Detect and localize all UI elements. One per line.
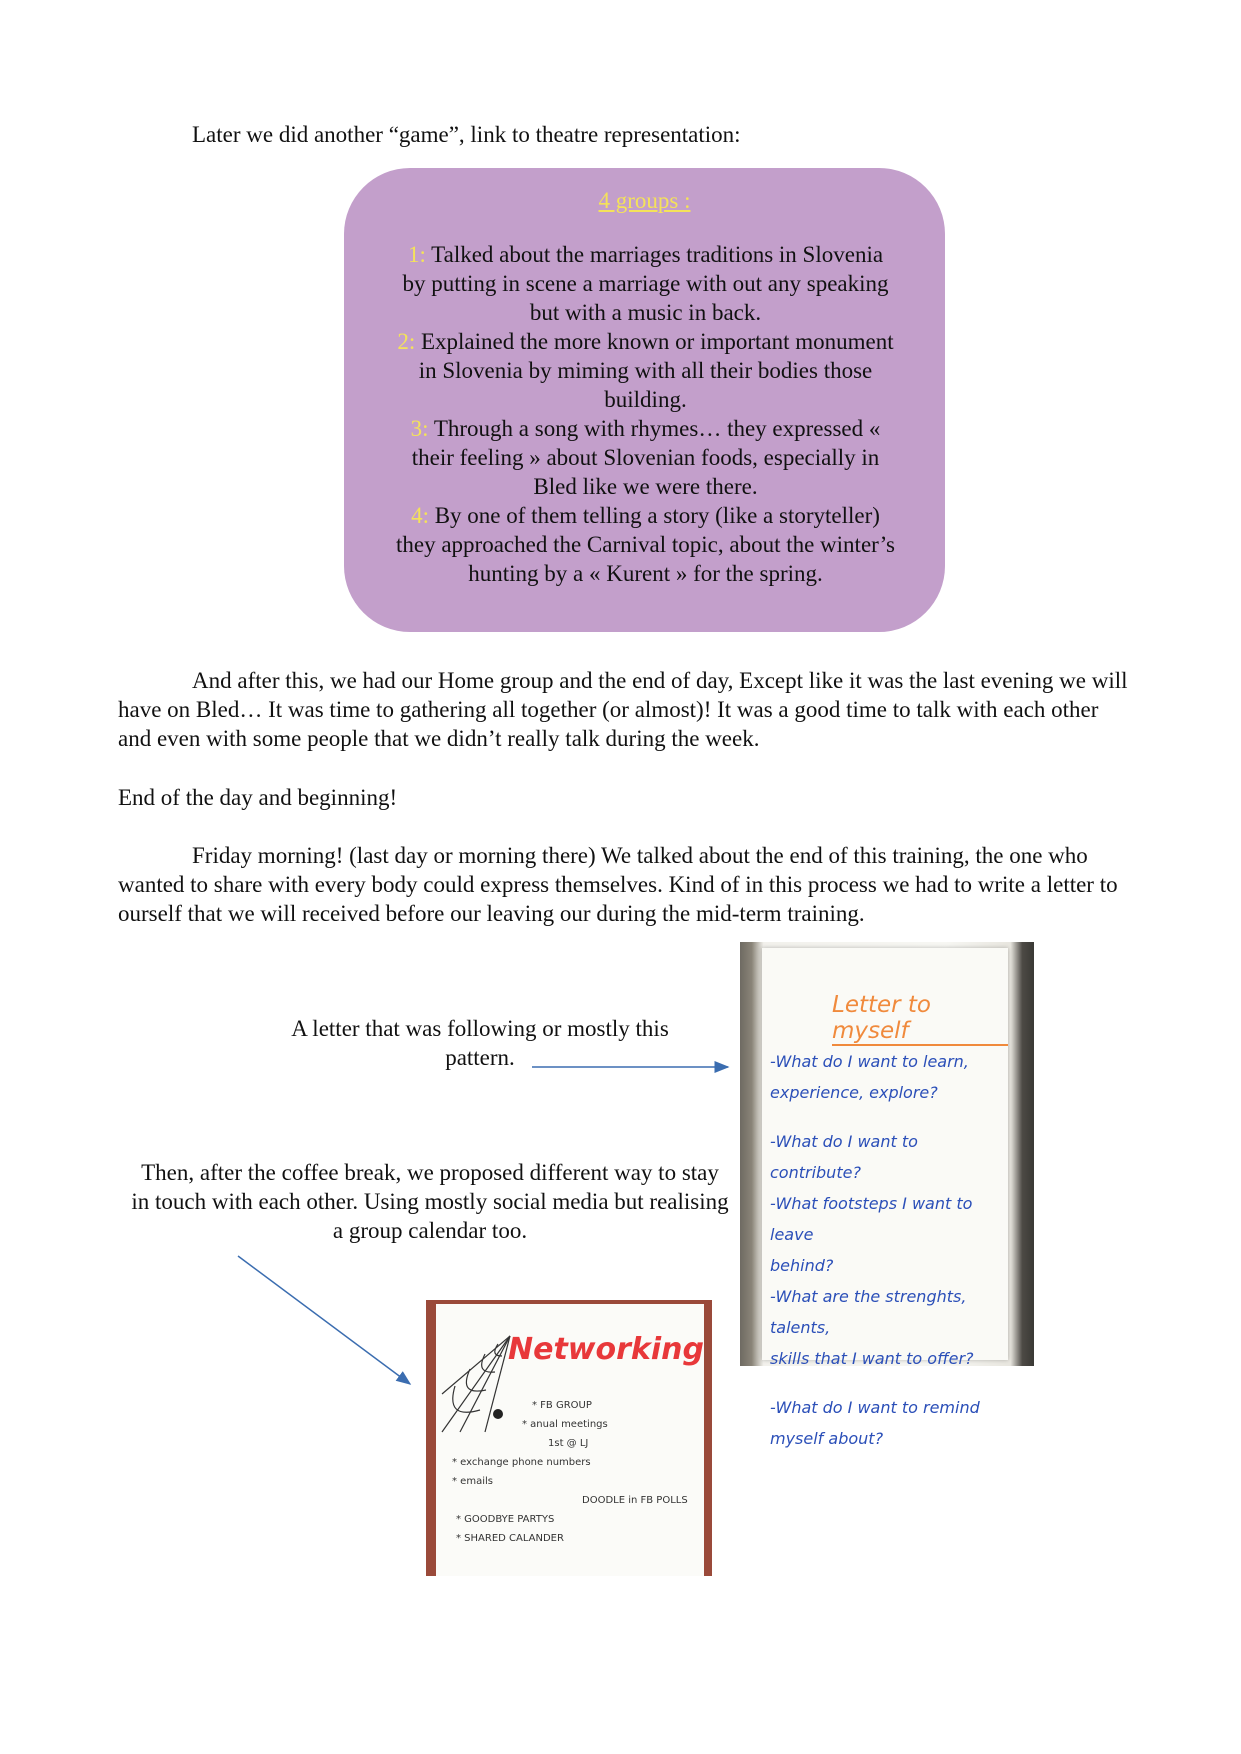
letter-poster-lines [770, 1046, 1008, 1454]
group-item-4: 4: By one of them telling a story (like a storyteller) they approached the Carnival topic, about the winter’s hunting by a « Kurent » for the spring. [395, 503, 896, 586]
poster-line: behind? [770, 1256, 834, 1275]
networking-caption: Then, after the coffee break, we proposed different way to stay in touch with each other. Using mostly social media but realising a group calendar too. [131, 1160, 729, 1243]
poster-item: * emails [452, 1476, 493, 1487]
paragraph-friday: Friday morning! (last day or morning there) We talked about the end of this training, the one who wanted to share with every body could express themselves. Kind of in this process we had to write a letter to ourself that we will received before our leaving our during the mid-term training. [118, 843, 1118, 926]
groups-list [394, 240, 897, 588]
networking-poster-photo [426, 1300, 712, 1576]
groups-box-title: 4 groups : [598, 188, 691, 213]
poster-item: * anual meetings [522, 1419, 608, 1430]
poster-line: experience, explore? [770, 1083, 938, 1102]
arrow-to-networking-poster [238, 1256, 410, 1384]
letter-caption: A letter that was following or mostly this pattern. [291, 1016, 669, 1070]
groups-box [344, 168, 945, 632]
poster-line: -What do I want to contribute? [770, 1132, 918, 1182]
poster-paper [762, 948, 1008, 1448]
poster-paper [436, 1304, 704, 1576]
poster-line: myself about? [770, 1429, 884, 1448]
group-item-3: 3: Through a song with rhymes… they expressed « their feeling » about Slovenian foods, especially in Bled like we were there. [410, 416, 881, 499]
group-item-1: 1: Talked about the marriages traditions in Slovenia by putting in scene a marriage with out any speaking but with a music in back. [402, 242, 889, 325]
letter-poster-title: Letter to myself [832, 992, 1008, 1046]
poster-item: 1st @ LJ [548, 1438, 589, 1449]
poster-item: * GOODBYE PARTYS [456, 1514, 555, 1525]
poster-line: -What footsteps I want to leave [770, 1194, 973, 1244]
networking-poster-title: Networking [508, 1332, 704, 1367]
group-item-2: 2: Explained the more known or important monument in Slovenia by miming with all their bodies those building. [397, 329, 894, 412]
poster-item: DOODLE in FB POLLS [582, 1495, 688, 1506]
poster-line: -What are the strenghts, talents, [770, 1287, 967, 1337]
paragraph-home-group: And after this, we had our Home group and the end of day, Except like it was the last evening we will have on Bled… It was time to gathering all together (or almost)! It was a good time to talk with each other and even with some people that we didn’t really talk during the week. [118, 668, 1128, 751]
intro-line: Later we did another “game”, link to theatre representation: [192, 122, 741, 147]
poster-line: -What do I want to learn, [770, 1052, 969, 1071]
letter-poster-photo [740, 942, 1034, 1448]
poster-item: * exchange phone numbers [452, 1457, 591, 1468]
poster-line: -What do I want to remind [770, 1398, 980, 1417]
paragraph-end-of-day: End of the day and beginning! [118, 785, 398, 810]
networking-poster-items [452, 1396, 692, 1548]
poster-line: skills that I want to offer? [770, 1349, 974, 1368]
poster-item: * FB GROUP [532, 1400, 592, 1411]
poster-item: * SHARED CALANDER [456, 1533, 564, 1544]
